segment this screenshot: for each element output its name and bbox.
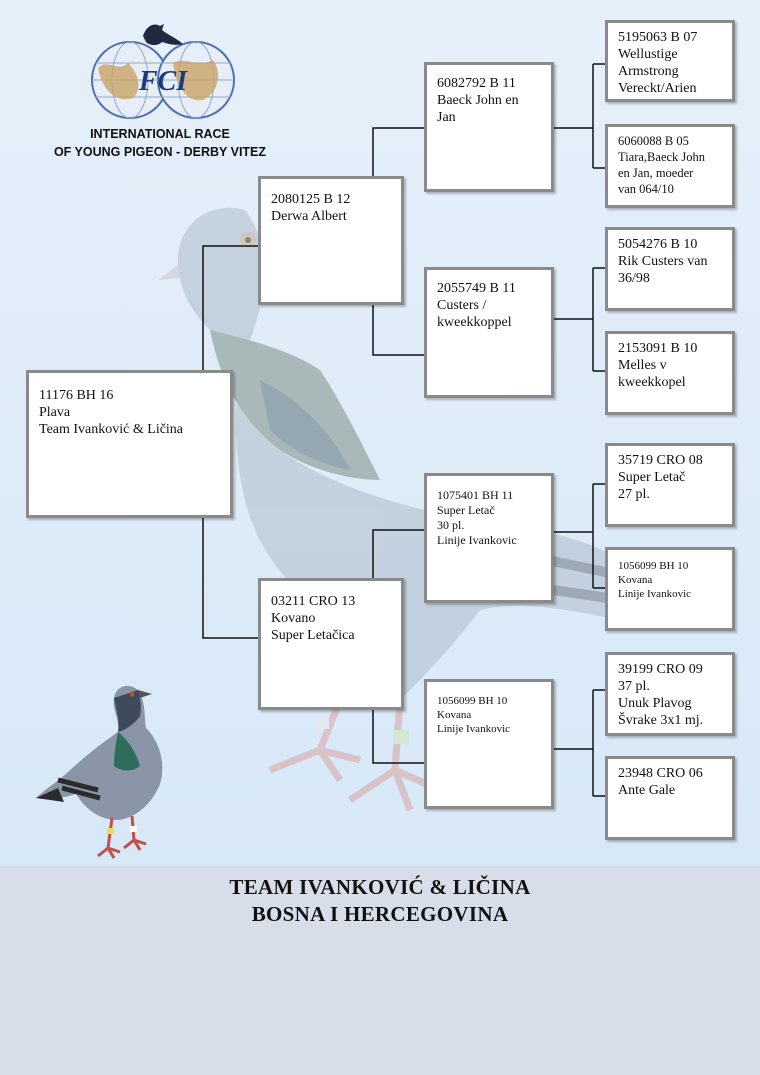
gen4-7-line-3: Unuk Plavog	[618, 696, 692, 711]
pigeon-photo	[28, 680, 188, 865]
gen4-3-line-2: Rik Custers van	[618, 254, 708, 269]
dam-sire-line-4: Linije Ivankovic	[437, 533, 517, 547]
sire-dam-card	[424, 267, 554, 398]
sire-sire-line-3: Jan	[437, 110, 456, 125]
gen4-5-ring-number: 35719 CRO 08	[618, 453, 703, 468]
logo-text: FCI	[138, 66, 188, 97]
sire-dam-ring-number: 2055749 B 11	[437, 281, 516, 296]
dam-dam-card	[424, 679, 554, 809]
sire-sire-ring-number: 6082792 B 11	[437, 76, 516, 91]
gen4-card-4	[605, 331, 735, 415]
sire-name: Derwa Albert	[271, 209, 347, 224]
subject-owner: Team Ivanković & Ličina	[39, 422, 184, 437]
gen4-5-line-2: Super Letač	[618, 470, 686, 485]
footer-country: BOSNA I HERCEGOVINA	[251, 902, 509, 926]
dam-dam-line-3: Linije Ivankovic	[437, 723, 511, 735]
subject-name: Plava	[39, 405, 71, 420]
gen4-1-line-4: Vereckt/Arien	[618, 81, 697, 96]
gen4-2-line-4: van 064/10	[618, 182, 674, 196]
dam-sire-card	[424, 473, 554, 603]
gen4-2-line-2: Tiara,Baeck John	[618, 150, 706, 164]
gen4-1-line-2: Wellustige	[618, 47, 678, 62]
dam-name: Kovano	[271, 611, 316, 626]
sire-sire-line-2: Baeck John en	[437, 93, 519, 108]
sire-ring-number: 2080125 B 12	[271, 192, 351, 207]
gen4-4-line-2: Melles v	[618, 358, 667, 373]
gen4-2-ring-number: 6060088 B 05	[618, 134, 689, 148]
gen4-card-3	[605, 227, 735, 311]
footer-team-name: TEAM IVANKOVIĆ & LIČINA	[229, 875, 531, 899]
gen4-8-line-2: Ante Gale	[618, 783, 676, 798]
dam-ring-number: 03211 CRO 13	[271, 594, 356, 609]
organization-title-line-1: INTERNATIONAL RACE	[90, 127, 230, 141]
dam-note: Super Letačica	[271, 628, 355, 643]
dam-card	[258, 578, 404, 710]
gen4-1-line-3: Armstrong	[618, 64, 679, 79]
dam-sire-ring-number: 1075401 BH 11	[437, 488, 514, 502]
gen4-card-5	[605, 443, 735, 527]
sire-card	[258, 176, 404, 305]
gen4-3-line-3: 36/98	[618, 271, 650, 286]
dam-dam-line-2: Kovana	[437, 709, 472, 721]
dam-dam-ring-number: 1056099 BH 10	[437, 695, 508, 707]
gen4-card-1	[605, 20, 735, 102]
sire-dam-line-2: Custers /	[437, 298, 487, 313]
gen4-card-2	[605, 124, 735, 208]
dam-sire-line-2: Super Letač	[437, 503, 495, 517]
gen4-4-ring-number: 2153091 B 10	[618, 341, 698, 356]
subject-ring-number: 11176 BH 16	[39, 388, 114, 403]
gen4-2-line-3: en Jan, moeder	[618, 166, 694, 180]
gen4-7-line-2: 37 pl.	[618, 679, 650, 694]
gen4-card-8	[605, 756, 735, 840]
gen4-4-line-3: kweekkopel	[618, 375, 686, 390]
organization-title-line-2: OF YOUNG PIGEON - DERBY VITEZ	[53, 145, 267, 159]
gen4-3-ring-number: 5054276 B 10	[618, 237, 698, 252]
gen4-1-ring-number: 5195063 B 07	[618, 30, 698, 45]
sire-sire-card	[424, 62, 554, 192]
gen4-6-line-2: Kovana	[618, 574, 653, 586]
gen4-6-line-3: Linije Ivankovic	[618, 588, 692, 600]
gen4-card-6	[605, 547, 735, 631]
subject-pigeon-card	[26, 370, 233, 518]
gen4-7-line-4: Švrake 3x1 mj.	[618, 713, 704, 728]
gen4-5-line-3: 27 pl.	[618, 487, 650, 502]
gen4-7-ring-number: 39199 CRO 09	[618, 662, 703, 677]
gen4-card-7	[605, 652, 735, 736]
gen4-6-ring-number: 1056099 BH 10	[618, 560, 689, 572]
dam-sire-line-3: 30 pl.	[437, 518, 465, 532]
sire-dam-line-3: kweekkoppel	[437, 315, 512, 330]
gen4-8-ring-number: 23948 CRO 06	[618, 766, 703, 781]
